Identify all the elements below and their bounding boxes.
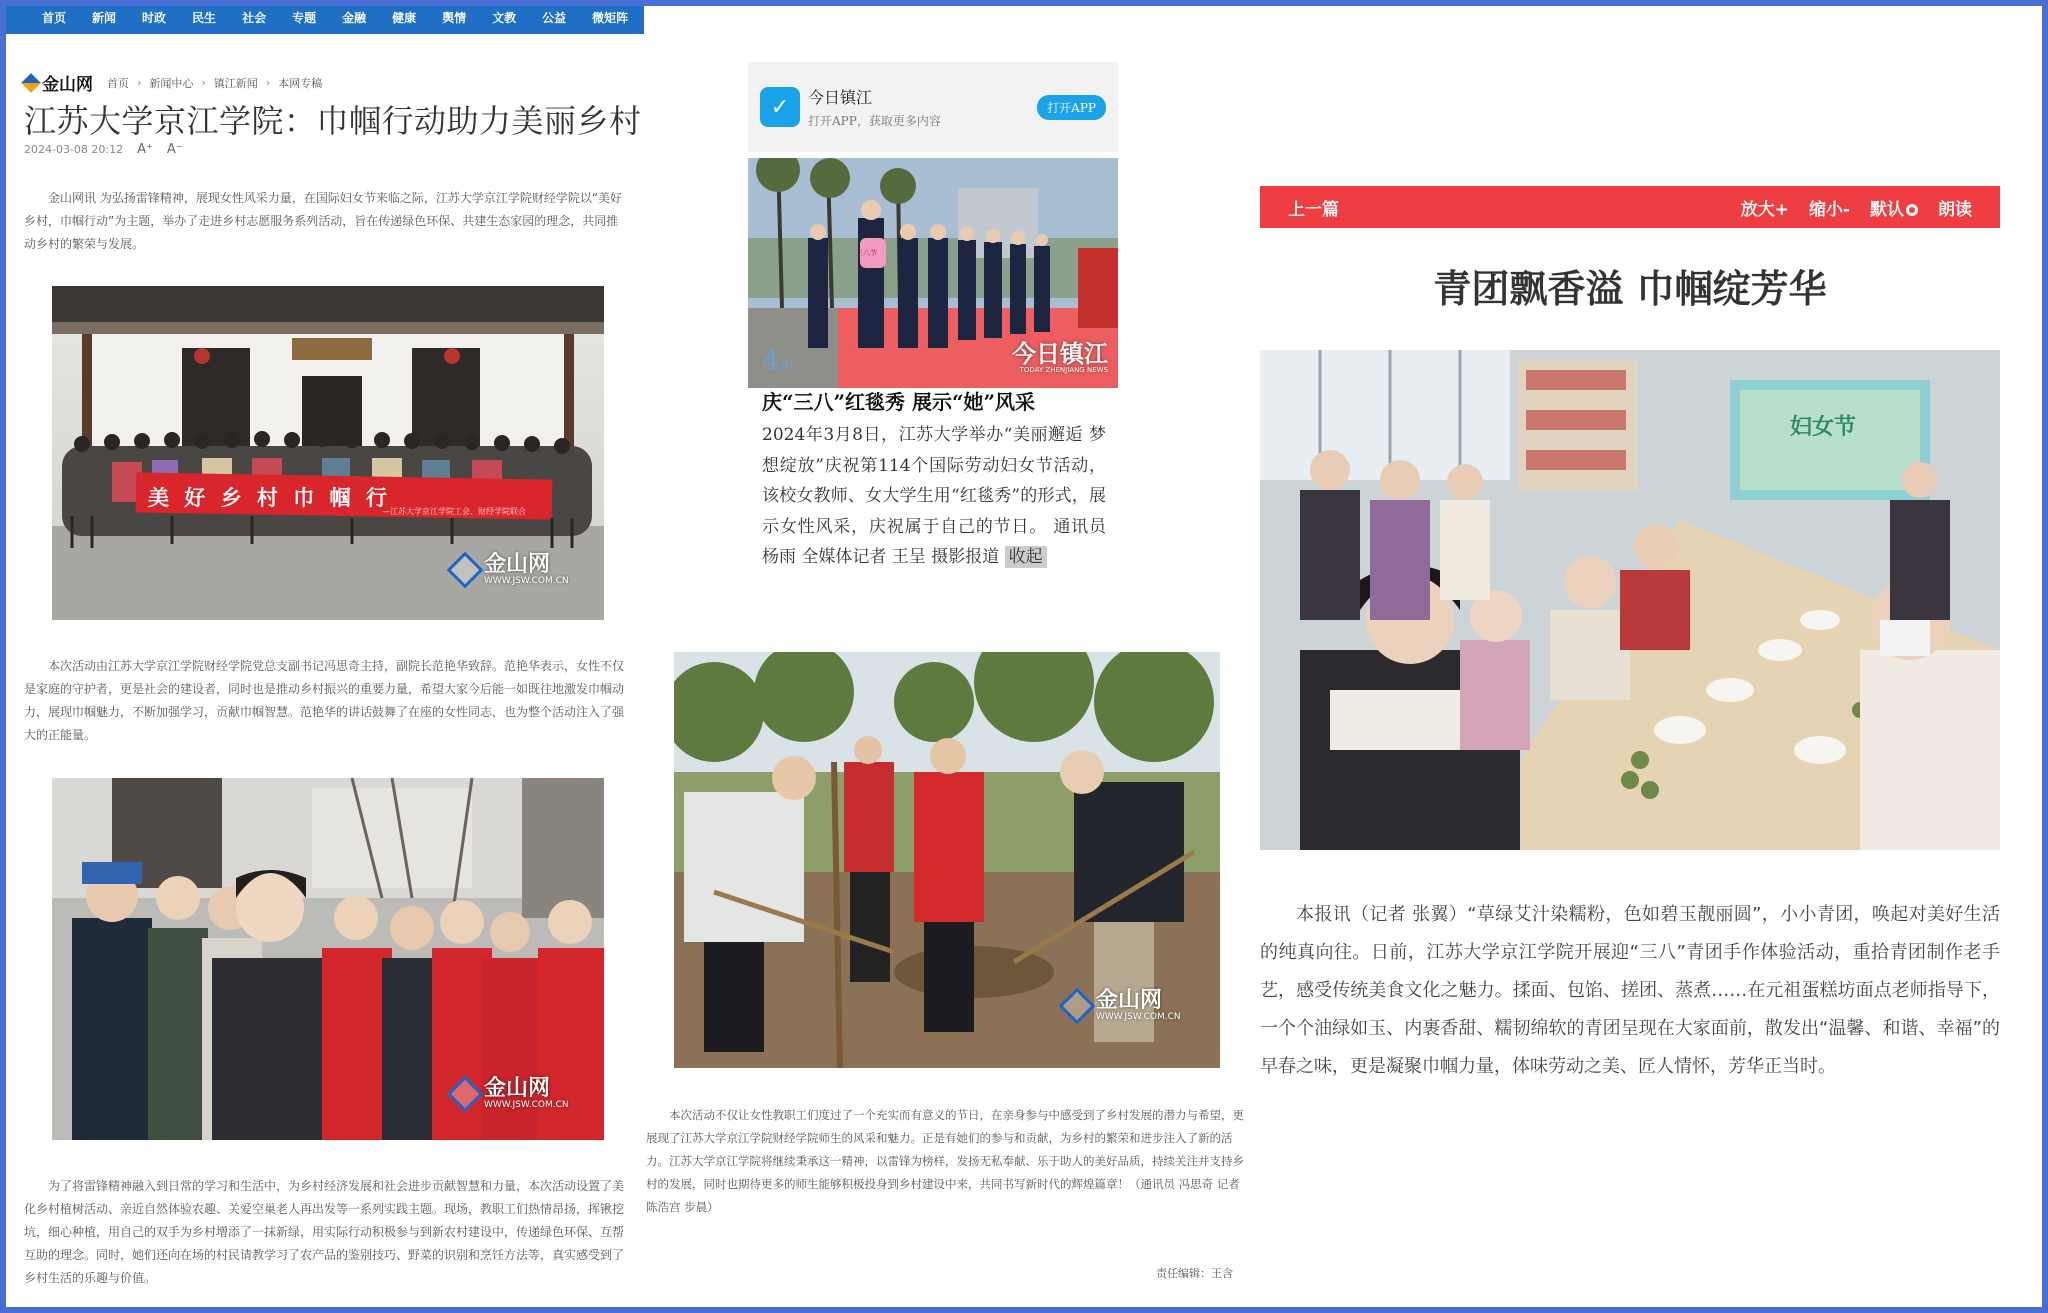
watermark-text: 金山网 xyxy=(484,552,551,577)
article-body: 本报讯（记者 张翼）“草绿艾汁染糯粉，色如碧玉靓丽圆”，小小青团，唤起对美好生活的纯真向往。日前，江苏大学京江学院开展迎“三八”青团手作体验活动，重拾青团制作老手艺，感受传统美食文化之魅力。揉面、包馅、搓团、蒸煮……在元祖蛋糕坊面点老师指导下，一个个油绿如玉、内裹香甜、糯韧绵软的青团呈现在大家面前，散发出“温馨、和谐、幸福”的早春之味，更是凝聚巾帼力量，体味劳动之美、匠人情怀，芳华正当时。 xyxy=(1260,904,2000,1077)
nav-item-charity[interactable]: 公益 xyxy=(542,10,567,25)
breadcrumb-home[interactable]: 首页 xyxy=(107,76,129,90)
article-title: 青团飘香溢 巾帼绽芳华 xyxy=(1433,267,1827,311)
responsible-editor: 责任编辑：王含 xyxy=(1156,1267,1233,1280)
gallery-caption xyxy=(762,420,1106,573)
chevron-right-icon: › xyxy=(137,76,142,89)
watermark-url: WWW.JSW.COM.CN xyxy=(484,1100,569,1110)
jsw-watermark xyxy=(1064,990,1181,1022)
jsw-article-panel xyxy=(6,0,644,1307)
gallery-watermark-sub: TODAY ZHENJIANG NEWS xyxy=(1019,366,1108,374)
watermark-url: WWW.JSW.COM.CN xyxy=(484,576,569,586)
nav-item-news[interactable]: 新闻 xyxy=(92,10,117,25)
article-paragraph-3: 为了将雷锋精神融入到日常的学习和生活中，为乡村经济发展和社会进步贡献智慧和力量，本次活动设置了美化乡村植树活动、亲近自然体验农趣、关爱空巢老人再出发等一系列实践主题。现场，教职工们热情昂扬，挥锹挖坑，细心种植，用自己的双手为乡村增添了一抹新绿，用实际行动积极参与到新农村建设中，传递绿色环保、互帮互助的理念。同时，她们还向在场的村民请教学习了农产品的鉴别技巧、野菜的识别和烹饪方法等，真实感受到了乡村生活的乐趣与价值。 xyxy=(24,1179,625,1285)
banner-text: 美 好 乡 村 巾 帼 行 xyxy=(148,486,391,510)
breadcrumb-zhenjiang-news[interactable]: 镇江新闻 xyxy=(213,76,258,90)
nav-item-opinion[interactable]: 舆情 xyxy=(442,10,467,25)
watermark-text: 金山网 xyxy=(1096,988,1163,1013)
previous-article-link[interactable]: 上一篇 xyxy=(1288,199,1339,220)
projector-screen-text: 妇女节 xyxy=(1790,415,1857,440)
nav-item-matrix[interactable]: 微矩阵 xyxy=(592,10,629,25)
zoom-out-button[interactable]: 缩小- xyxy=(1808,199,1850,220)
site-name: 金山网 xyxy=(42,75,93,95)
reader-tools xyxy=(1741,195,1972,220)
publish-date: 2024-03-08 20:12 xyxy=(24,143,124,156)
nav-item-culture[interactable]: 文教 xyxy=(492,10,517,25)
gallery-caption-text: 2024年3月8日，江苏大学举办“美丽邂逅 梦想绽放”庆祝第114个国际劳动妇女节活动，该校女教师、女大学生用“红毯秀”的形式，展示女性风采，庆祝属于自己的节日。 通讯员 杨雨 全媒体记者 王呈 摄影报道 xyxy=(762,425,1106,567)
gallery-total: /6 xyxy=(779,358,794,374)
chevron-right-icon: › xyxy=(265,76,271,89)
qingtuan-workshop-photo xyxy=(1260,350,2000,850)
article-paragraph-2: 本次活动由江苏大学京江学院财经学院党总支副书记冯思奇主持，副院长范艳华致辞。范艳华表示，女性不仅是家庭的守护者，更是社会的建设者，同时也是推动乡村振兴的重要力量，希望大家今后能一如既往地激发巾帼动力，展现巾帼魅力，不断加强学习，贡献巾帼智慧。范艳华的讲话鼓舞了在座的女性同志，也为整个活动注入了强大的正能量。 xyxy=(24,659,625,742)
default-size-button[interactable] xyxy=(1870,195,1918,220)
gallery-headline: 庆“三八”红毯秀 展示“她”风采 xyxy=(762,390,1035,414)
chevron-right-icon: › xyxy=(201,76,206,89)
article-meta xyxy=(24,142,183,157)
red-carpet-gallery[interactable] xyxy=(748,158,1118,388)
nav-item-home[interactable]: 首页 xyxy=(42,10,67,25)
jsw-watermark-icon xyxy=(1059,988,1096,1025)
article-title: 江苏大学京江学院：巾帼行动助力美丽乡村 xyxy=(24,102,642,140)
gallery-index: 4 xyxy=(762,344,780,377)
read-aloud-button[interactable]: 朗读 xyxy=(1938,199,1972,220)
breadcrumb-news-center[interactable]: 新闻中心 xyxy=(149,76,194,90)
open-app-button[interactable]: 打开APP xyxy=(1037,95,1106,120)
zoom-in-button[interactable]: 放大+ xyxy=(1740,199,1789,220)
font-larger-button[interactable]: A⁺ xyxy=(137,142,153,157)
default-size-label: 默认 xyxy=(1870,199,1904,220)
group-photo-banner xyxy=(52,286,604,620)
jinri-zhenjiang-app-icon[interactable]: ✓ xyxy=(760,87,800,127)
site-logo[interactable] xyxy=(24,70,93,95)
watermark-text: 金山网 xyxy=(484,1076,551,1101)
radio-dot-icon xyxy=(1906,204,1918,216)
font-smaller-button[interactable]: A⁻ xyxy=(166,142,183,157)
closing-paragraph: 本次活动不仅让女性教职工们度过了一个充实而有意义的节日，在亲身参与中感受到了乡村发展的潜力与希望，更展现了江苏大学京江学院财经学院师生的风采和魅力。正是有她们的参与和贡献，为乡村的繁荣和进步注入了新的活力。江苏大学京江学院将继续秉承这一精神，以雷锋为榜样，发扬无私奉献、乐于助人的美好品质，持续关注并支持乡村的发展，同时也期待更多的师生能够积极投身到乡村建设中来，共同书写新时代的辉煌篇章！（通讯员 冯思奇 记者 陈浩宫 步晨） xyxy=(646,1108,1244,1214)
jsw-watermark xyxy=(452,1078,569,1110)
app-download-banner xyxy=(748,62,1118,152)
app-name: 今日镇江 xyxy=(808,88,873,107)
nav-item-politics[interactable]: 时政 xyxy=(142,10,167,25)
nav-item-finance[interactable]: 金融 xyxy=(342,10,367,25)
nav-item-livelihood[interactable]: 民生 xyxy=(192,10,217,25)
jsw-watermark xyxy=(452,554,569,586)
jsw-watermark-icon xyxy=(447,1076,484,1113)
collapse-button[interactable]: 收起 xyxy=(1005,546,1047,568)
nav-item-health[interactable]: 健康 xyxy=(392,10,417,25)
breadcrumb-special[interactable]: 本网专稿 xyxy=(278,76,323,90)
gallery-counter xyxy=(762,344,793,377)
jinri-zhenjiang-watermark xyxy=(1012,342,1108,374)
tree-planting-photo xyxy=(674,652,1220,1068)
app-subtitle: 打开APP，获取更多内容 xyxy=(808,114,941,128)
jsw-watermark-icon xyxy=(447,552,484,589)
site-nav xyxy=(6,0,644,34)
app-banner-text xyxy=(808,85,941,129)
article-toolbar xyxy=(1260,186,2000,228)
gallery-watermark-text: 今日镇江 xyxy=(1012,340,1108,368)
breadcrumb xyxy=(24,70,322,95)
carpet-sign: 三八节 xyxy=(856,249,877,257)
article-paragraph-1: 金山网讯 为弘扬雷锋精神，展现女性风采力量，在国际妇女节来临之际，江苏大学京江学院财经学院以“美好乡村，巾帼行动”为主题，举办了走进乡村志愿服务系列活动，旨在传递绿色环保、共建生态家园的理念，共同推动乡村的繁荣与发展。 xyxy=(24,191,623,251)
jsw-logo-icon xyxy=(21,73,41,93)
watermark-url: WWW.JSW.COM.CN xyxy=(1096,1012,1181,1022)
nav-item-society[interactable]: 社会 xyxy=(242,10,267,25)
nav-item-topics[interactable]: 专题 xyxy=(292,10,317,25)
volunteers-photo xyxy=(52,778,604,1140)
banner-subtext: —江苏大学京江学院工会、财经学院联合 xyxy=(382,507,526,516)
qingtuan-workshop-illustration xyxy=(1260,350,2000,850)
